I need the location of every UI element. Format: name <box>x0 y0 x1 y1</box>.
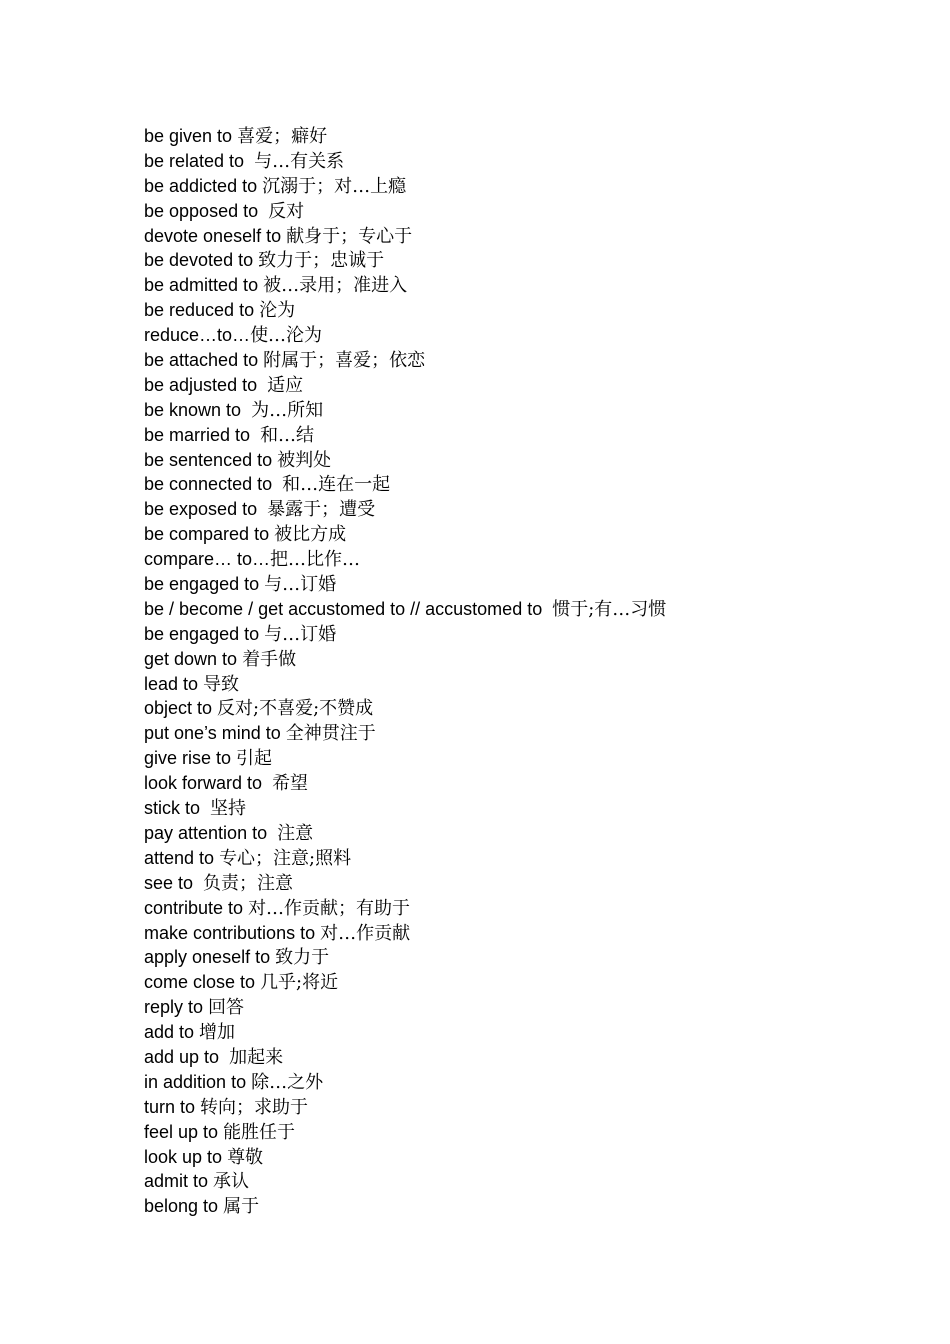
phrase-entry <box>144 821 666 846</box>
chinese-meaning: 使…沦为 <box>250 325 323 347</box>
chinese-meaning: 喜爱；癖好 <box>237 126 328 147</box>
phrase-entry <box>144 647 666 672</box>
chinese-meaning: 专心；注意;照料 <box>219 847 352 869</box>
phrase-entry <box>144 448 666 473</box>
english-phrase: devote oneself to <box>144 225 287 246</box>
english-phrase: make contributions to <box>144 922 321 943</box>
english-phrase: get down to <box>144 648 243 669</box>
phrase-entry <box>144 721 666 746</box>
english-phrase: be opposed to <box>144 200 269 221</box>
phrase-entry <box>144 174 666 199</box>
phrase-entry <box>144 199 666 224</box>
english-phrase: be related to <box>144 150 255 171</box>
chinese-meaning: 全神贯注于 <box>285 723 376 745</box>
english-phrase: be adjusted to <box>144 374 268 395</box>
english-phrase: be married to <box>144 424 261 445</box>
chinese-meaning: 注意 <box>277 822 314 844</box>
chinese-meaning: 着手做 <box>242 648 297 670</box>
english-phrase: reduce…to… <box>144 325 251 346</box>
english-phrase: be given to <box>144 126 238 146</box>
chinese-meaning: 转向；求助于 <box>200 1096 309 1118</box>
phrase-entry <box>144 398 666 423</box>
phrase-entry <box>144 1169 666 1194</box>
phrase-entry <box>144 298 666 323</box>
chinese-meaning: 适应 <box>267 374 304 396</box>
phrase-entry <box>144 1145 666 1170</box>
chinese-meaning: 被比方成 <box>274 524 347 546</box>
english-phrase: put one’s mind to <box>144 723 286 744</box>
chinese-meaning: 坚持 <box>210 798 247 820</box>
phrase-entry <box>144 572 666 597</box>
english-phrase: be engaged to <box>144 574 265 595</box>
chinese-meaning: 回答 <box>208 997 245 1019</box>
phrase-entry <box>144 771 666 796</box>
english-phrase: in addition to <box>144 1071 252 1092</box>
english-phrase: be known to <box>144 399 252 420</box>
english-phrase: admit to <box>144 1171 214 1192</box>
english-phrase: attend to <box>144 847 220 868</box>
chinese-meaning: 惯于;有…习惯 <box>552 598 667 620</box>
phrase-entry <box>144 970 666 995</box>
chinese-meaning: 与…订婚 <box>264 623 337 645</box>
english-phrase: contribute to <box>144 897 249 918</box>
phrase-entry <box>144 1045 666 1070</box>
english-phrase: pay attention to <box>144 822 278 843</box>
phrase-entry <box>144 1020 666 1045</box>
phrase-entry <box>144 423 666 448</box>
phrase-entry <box>144 896 666 921</box>
phrase-entry <box>144 796 666 821</box>
english-phrase: be reduced to <box>144 300 260 321</box>
phrase-entry <box>144 1070 666 1095</box>
phrase-entry <box>144 124 666 149</box>
chinese-meaning: 承认 <box>213 1171 250 1193</box>
english-phrase: belong to <box>144 1196 224 1217</box>
phrase-entry <box>144 248 666 273</box>
chinese-meaning: 为…所知 <box>251 399 324 421</box>
english-phrase: be compared to <box>144 524 275 545</box>
phrase-entry <box>144 323 666 348</box>
phrase-entry <box>144 995 666 1020</box>
chinese-meaning: 反对;不喜爱;不赞成 <box>217 698 374 720</box>
chinese-meaning: 献身于；专心于 <box>286 225 413 247</box>
chinese-meaning: 与…有关系 <box>254 150 345 172</box>
chinese-meaning: 反对 <box>268 200 305 222</box>
english-phrase: be addicted to <box>144 175 263 196</box>
chinese-meaning: 暴露于；遭受 <box>267 499 376 521</box>
chinese-meaning: 被判处 <box>277 449 332 471</box>
english-phrase: be sentenced to <box>144 449 278 470</box>
phrase-entry <box>144 1194 666 1219</box>
english-phrase: stick to <box>144 798 211 819</box>
phrase-entry <box>144 846 666 871</box>
english-phrase: apply oneself to <box>144 947 276 968</box>
chinese-meaning: 几乎;将近 <box>260 972 339 994</box>
chinese-meaning: 和…连在一起 <box>282 474 391 496</box>
chinese-meaning: 导致 <box>203 673 240 695</box>
english-phrase: add up to <box>144 1046 230 1067</box>
chinese-meaning: 把…比作… <box>270 549 361 571</box>
chinese-meaning: 能胜任于 <box>223 1121 296 1143</box>
phrase-entry <box>144 149 666 174</box>
chinese-meaning: 负责；注意 <box>203 872 294 894</box>
phrase-entry <box>144 522 666 547</box>
chinese-meaning: 除…之外 <box>251 1071 324 1093</box>
phrase-entry <box>144 348 666 373</box>
chinese-meaning: 致力于；忠诚于 <box>258 250 385 272</box>
english-phrase: look up to <box>144 1146 228 1167</box>
phrase-entry <box>144 696 666 721</box>
english-phrase: lead to <box>144 673 204 694</box>
phrase-entry <box>144 273 666 298</box>
phrase-entry <box>144 1120 666 1145</box>
chinese-meaning: 和…结 <box>260 424 315 446</box>
phrase-entry <box>144 945 666 970</box>
chinese-meaning: 引起 <box>236 748 273 770</box>
chinese-meaning: 增加 <box>199 1022 236 1044</box>
phrase-entry <box>144 497 666 522</box>
chinese-meaning: 对…作贡献；有助于 <box>248 897 411 919</box>
phrase-entry <box>144 622 666 647</box>
english-phrase: be connected to <box>144 474 283 495</box>
chinese-meaning: 加起来 <box>229 1046 284 1068</box>
chinese-meaning: 沉溺于；对…上瘾 <box>262 175 407 197</box>
chinese-meaning: 致力于 <box>275 947 330 969</box>
chinese-meaning: 希望 <box>272 773 309 795</box>
english-phrase: see to <box>144 872 204 893</box>
chinese-meaning: 附属于；喜爱；依恋 <box>263 350 426 372</box>
phrase-entry <box>144 547 666 572</box>
phrase-entry <box>144 871 666 896</box>
english-phrase: compare… to… <box>144 549 271 570</box>
phrase-entry <box>144 746 666 771</box>
phrase-entry <box>144 472 666 497</box>
english-phrase: add to <box>144 1022 200 1043</box>
english-phrase: be attached to <box>144 350 264 371</box>
phrase-entry <box>144 1095 666 1120</box>
chinese-meaning: 与…订婚 <box>264 574 337 596</box>
english-phrase: turn to <box>144 1096 201 1117</box>
phrase-entry <box>144 672 666 697</box>
chinese-meaning: 属于 <box>223 1196 260 1218</box>
english-phrase: look forward to <box>144 773 273 794</box>
english-phrase: be engaged to <box>144 623 265 644</box>
english-phrase: be exposed to <box>144 499 268 520</box>
english-phrase: give rise to <box>144 748 237 769</box>
english-phrase: be admitted to <box>144 275 264 296</box>
phrase-list <box>144 124 666 1219</box>
english-phrase: be / become / get accustomed to // accustomed to <box>144 598 553 619</box>
chinese-meaning: 被…录用；准进入 <box>263 275 408 297</box>
phrase-entry <box>144 597 666 622</box>
chinese-meaning: 沦为 <box>259 300 296 322</box>
english-phrase: come close to <box>144 972 261 993</box>
phrase-entry <box>144 921 666 946</box>
english-phrase: object to <box>144 698 218 719</box>
english-phrase: feel up to <box>144 1121 224 1142</box>
chinese-meaning: 对…作贡献 <box>320 922 411 944</box>
phrase-entry <box>144 224 666 249</box>
english-phrase: be devoted to <box>144 250 259 271</box>
english-phrase: reply to <box>144 997 209 1018</box>
phrase-entry <box>144 373 666 398</box>
chinese-meaning: 尊敬 <box>227 1146 264 1168</box>
